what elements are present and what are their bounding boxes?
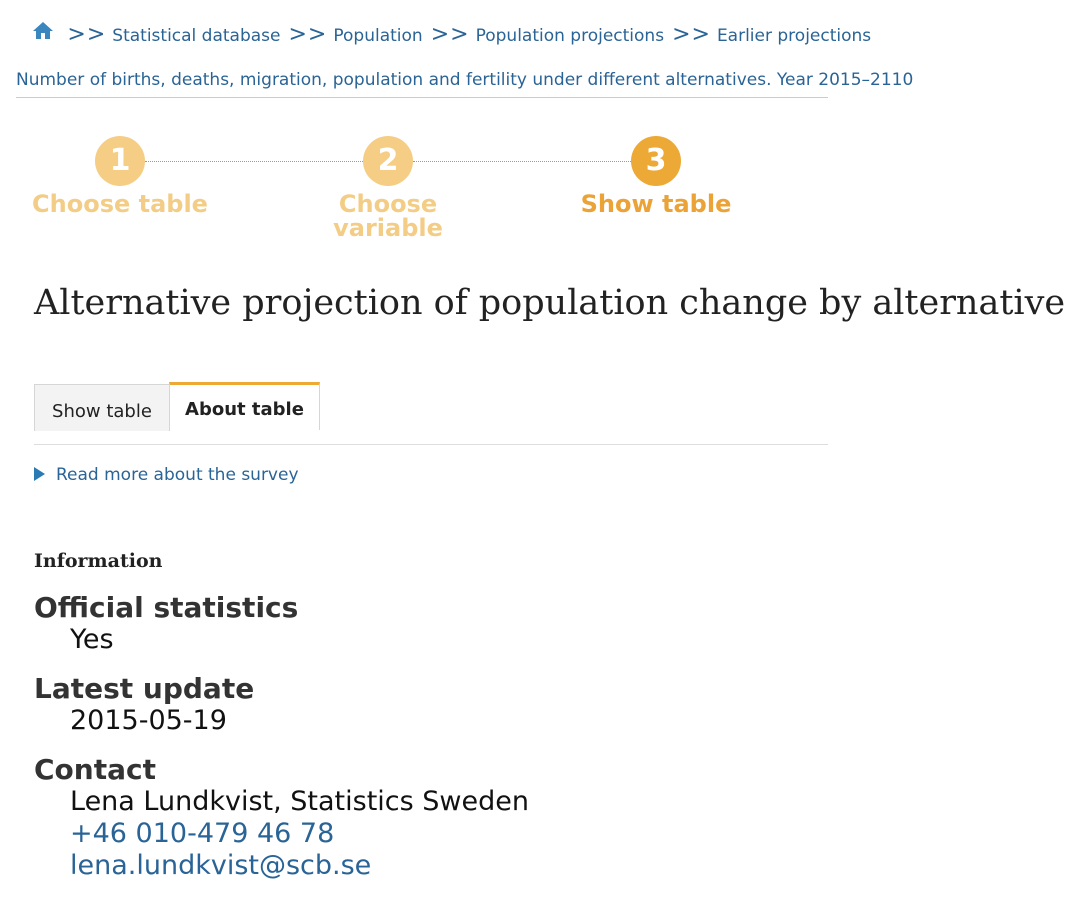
step-label-show-table [556, 192, 756, 216]
step-label-choose-table [20, 192, 220, 216]
read-more-toggle[interactable] [34, 462, 299, 488]
breadcrumb-separator: >> [672, 22, 711, 47]
step-label-line: Show table [580, 190, 732, 218]
step-label-line: Choose table [32, 190, 208, 218]
triangle-right-icon [34, 467, 45, 481]
table-description-link[interactable]: Number of births, deaths, migration, population and fertility under different alternatives. Year 2015–2110 [16, 70, 914, 90]
step-choose-variable[interactable] [288, 136, 488, 240]
contact-name: Lena Lundkvist, Statistics Sweden [70, 786, 529, 817]
step-label-line: Choose [338, 190, 438, 218]
breadcrumb-population[interactable]: Population [333, 26, 423, 46]
contact-email-link[interactable]: lena.lundkvist@scb.se [70, 850, 372, 881]
step-label-choose-variable [288, 192, 488, 240]
breadcrumb-separator: >> [288, 22, 328, 47]
breadcrumb-statistical-database[interactable]: Statistical database [112, 26, 281, 46]
step-number-3: 3 [631, 136, 681, 186]
breadcrumb [32, 22, 872, 49]
step-number-1: 1 [95, 136, 145, 186]
step-show-table [556, 136, 756, 216]
latest-update-label: Latest update [34, 672, 255, 705]
official-statistics-block [34, 592, 794, 656]
page-title: Alternative projection of population change by alternative [34, 283, 1065, 323]
step-label-line: variable [333, 214, 443, 242]
contact-block [34, 754, 794, 882]
latest-update-value: 2015-05-19 [70, 705, 227, 736]
information-heading: Information [34, 550, 163, 572]
tabs-divider [34, 444, 828, 445]
read-more-label: Read more about the survey [56, 465, 299, 485]
step-choose-table[interactable] [20, 136, 220, 216]
breadcrumb-population-projections[interactable]: Population projections [475, 26, 665, 46]
contact-label: Contact [34, 753, 156, 786]
breadcrumb-separator: >> [67, 22, 107, 47]
tab-show-table[interactable]: Show table [34, 384, 170, 431]
header-divider [16, 97, 828, 98]
home-icon[interactable] [32, 20, 54, 40]
latest-update-block [34, 673, 794, 737]
breadcrumb-earlier-projections[interactable]: Earlier projections [716, 26, 872, 46]
official-statistics-label: Official statistics [34, 591, 299, 624]
contact-phone-link[interactable]: +46 010-479 46 78 [70, 818, 335, 849]
tab-about-table[interactable]: About table [169, 382, 320, 430]
breadcrumb-separator: >> [430, 22, 470, 47]
step-number-2: 2 [363, 136, 413, 186]
official-statistics-value: Yes [70, 624, 114, 655]
